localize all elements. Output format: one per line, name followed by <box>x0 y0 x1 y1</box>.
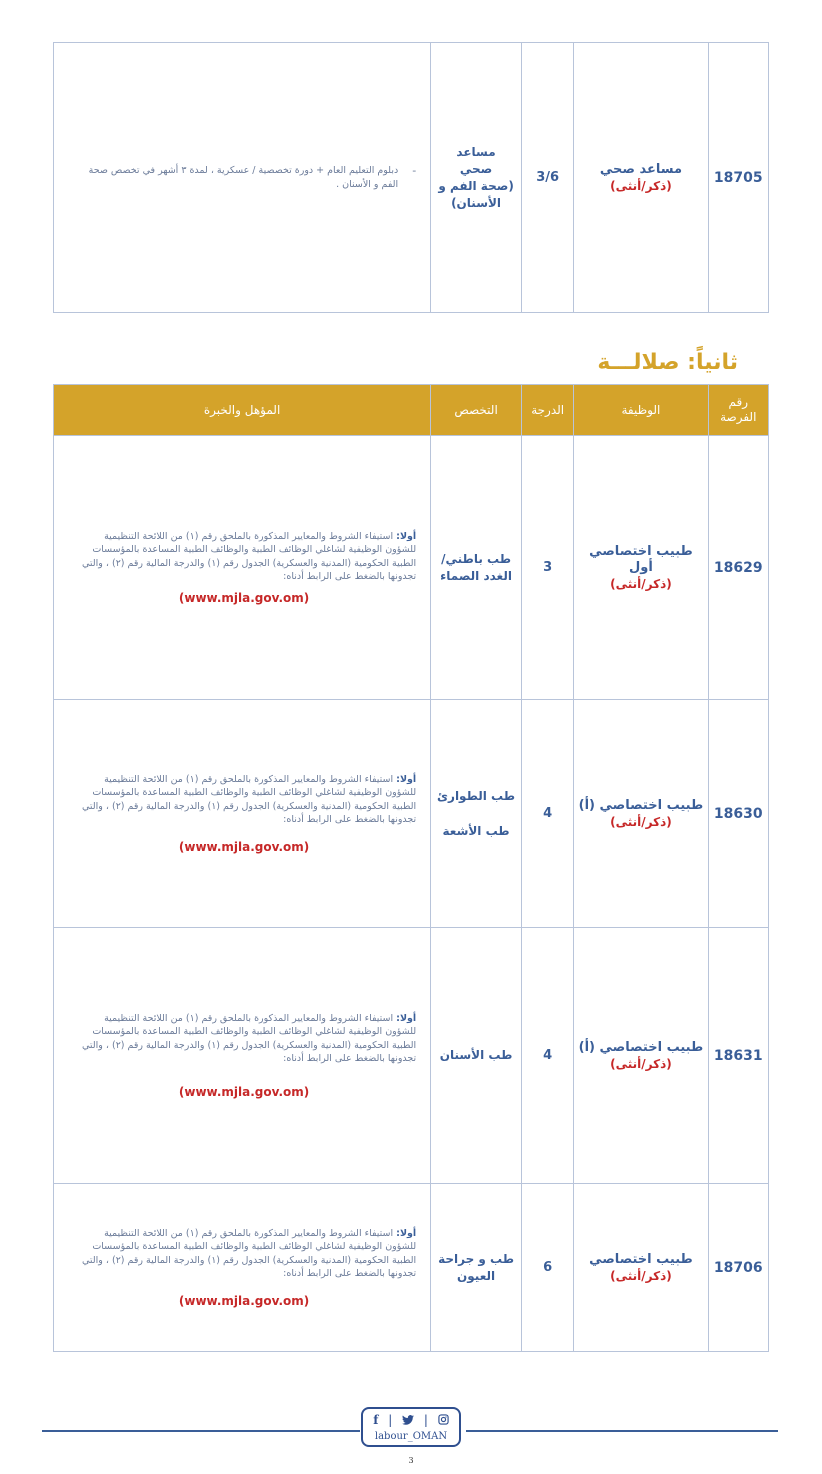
grade-cell: 3 <box>521 436 573 700</box>
job-title: طبيب اختصاصي <box>589 543 693 559</box>
qualification-text: استيفاء الشروط والمعايير المذكورة بالملحق رقم (١) من اللائحة التنظيمية للشؤون الوظيفية لشاغلي الوظائف الطبية والوظائف الطبية المساعدة بالمؤسسات الطبية الحكومية (المدنية والعسكرية) الجدول رقم (١) والدرجة المالية رقم (٢) ، والتي تجدونها بالضغط على الرابط أدناه: <box>81 530 417 583</box>
job-title: طبيب اختصاصي (أ) <box>578 1039 704 1055</box>
specialty-cell <box>431 700 522 928</box>
footer-divider-left <box>42 1430 360 1432</box>
ministry-link[interactable]: (www.mjla.gov.om) <box>178 1084 310 1099</box>
specialty-cell <box>431 1184 522 1352</box>
job-title: طبيب اختصاصي <box>589 1251 693 1267</box>
qualification-cell <box>54 700 431 928</box>
qualification-cell <box>54 436 431 700</box>
top-table <box>53 42 769 313</box>
job-gender: (ذكر/أنثى) <box>610 814 672 829</box>
grade-cell: 4 <box>521 700 573 928</box>
separator: | <box>423 1413 428 1427</box>
specialty-line: (صحة الفم و <box>438 178 514 193</box>
header-grade: الدرجة <box>521 385 573 436</box>
qualification-lead: أولا: <box>396 773 417 785</box>
specialty-line: طب الطوارئ <box>437 788 516 803</box>
qualification-lead: أولا: <box>396 1012 417 1024</box>
grade-cell: 6 <box>521 1184 573 1352</box>
table-row <box>54 43 769 313</box>
section-title: ثانياً: صلالـــة <box>597 350 738 375</box>
opportunity-id: 18629 <box>708 436 769 700</box>
job-title-line2: أول <box>629 559 653 575</box>
job-title: مساعد صحي <box>599 161 683 177</box>
specialty-line: الغدد الصماء <box>440 568 512 583</box>
qualification-lead: أولا: <box>396 1227 417 1239</box>
specialty-line: طب و جراحة <box>438 1251 515 1266</box>
table-row <box>54 928 769 1184</box>
facebook-icon[interactable]: f <box>373 1413 379 1427</box>
qualification-cell <box>54 1184 431 1352</box>
job-cell <box>574 436 708 700</box>
job-cell <box>574 43 708 313</box>
job-cell <box>574 928 708 1184</box>
header-job: الوظيفة <box>574 385 708 436</box>
job-cell <box>574 1184 708 1352</box>
opportunity-id: 18631 <box>708 928 769 1184</box>
table-row <box>54 1184 769 1352</box>
footer-divider-right <box>466 1430 778 1432</box>
specialty-line: صحي <box>459 161 493 176</box>
table-row <box>54 700 769 928</box>
specialty-line: طب باطني/ <box>441 551 512 566</box>
social-badge <box>361 1407 461 1447</box>
grade-cell: 3/6 <box>521 43 573 313</box>
qualification-cell <box>54 928 431 1184</box>
specialty-line: مساعد <box>456 144 496 159</box>
job-title: طبيب اختصاصي (أ) <box>578 797 704 813</box>
specialty-line: العيون <box>457 1268 496 1283</box>
qualification-text: استيفاء الشروط والمعايير المذكورة بالملحق رقم (١) من اللائحة التنظيمية للشؤون الوظيفية لشاغلي الوظائف الطبية والوظائف الطبية المساعدة بالمؤسسات الطبية الحكومية (المدنية والعسكرية) الجدول رقم (١) والدرجة المالية رقم (٢) ، والتي تجدونها بالضغط على الرابط أدناه: <box>81 1227 417 1280</box>
ministry-link[interactable]: (www.mjla.gov.om) <box>178 590 310 605</box>
separator: | <box>388 1413 393 1427</box>
twitter-icon[interactable] <box>402 1413 418 1427</box>
job-gender: (ذكر/أنثى) <box>610 178 672 193</box>
specialty-cell <box>431 43 522 313</box>
specialty-line: الأسنان) <box>451 195 502 210</box>
qualification-text: دبلوم التعليم العام + دورة تخصصية / عسكرية ، لمدة ٣ أشهر في تخصص صحة الفم و الأسنان . <box>88 165 399 190</box>
opportunity-id: 18706 <box>708 1184 769 1352</box>
header-opportunity-id: رقم الفرصة <box>708 385 769 436</box>
job-cell <box>574 700 708 928</box>
qualification-cell <box>54 43 431 313</box>
ministry-link[interactable]: (www.mjla.gov.om) <box>178 839 310 854</box>
job-gender: (ذكر/أنثى) <box>610 1056 672 1071</box>
opportunity-id: 18630 <box>708 700 769 928</box>
table-row <box>54 436 769 700</box>
qualification-text: استيفاء الشروط والمعايير المذكورة بالملحق رقم (١) من اللائحة التنظيمية للشؤون الوظيفية لشاغلي الوظائف الطبية والوظائف الطبية المساعدة بالمؤسسات الطبية الحكومية (المدنية والعسكرية) الجدول رقم (١) والدرجة المالية رقم (٢) ، والتي تجدونها بالضغط على الرابط أدناه: <box>81 1012 417 1065</box>
header-qualification: المؤهل والخبرة <box>54 385 431 436</box>
page-number: 3 <box>408 1456 414 1465</box>
specialty-line: طب الأشعة <box>442 823 510 838</box>
opportunity-id: 18705 <box>708 43 769 313</box>
table-header-row <box>54 385 769 436</box>
header-specialty: التخصص <box>431 385 522 436</box>
job-gender: (ذكر/أنثى) <box>610 1268 672 1283</box>
job-gender: (ذكر/أنثى) <box>610 576 672 591</box>
specialty-cell <box>431 436 522 700</box>
salalah-table <box>53 384 769 1352</box>
social-handle[interactable]: labour_OMAN <box>374 1431 448 1442</box>
specialty-line: طب الأسنان <box>439 1048 513 1062</box>
specialty-cell <box>431 928 522 1184</box>
bullet-dash: - <box>412 164 417 177</box>
qualification-text: استيفاء الشروط والمعايير المذكورة بالملحق رقم (١) من اللائحة التنظيمية للشؤون الوظيفية لشاغلي الوظائف الطبية والوظائف الطبية المساعدة بالمؤسسات الطبية الحكومية (المدنية والعسكرية) الجدول رقم (١) والدرجة المالية رقم (٢) ، والتي تجدونها بالضغط على الرابط أدناه: <box>81 773 417 826</box>
ministry-link[interactable]: (www.mjla.gov.om) <box>178 1293 310 1308</box>
qualification-lead: أولا: <box>396 530 417 542</box>
grade-cell: 4 <box>521 928 573 1184</box>
instagram-icon[interactable] <box>438 1413 449 1427</box>
